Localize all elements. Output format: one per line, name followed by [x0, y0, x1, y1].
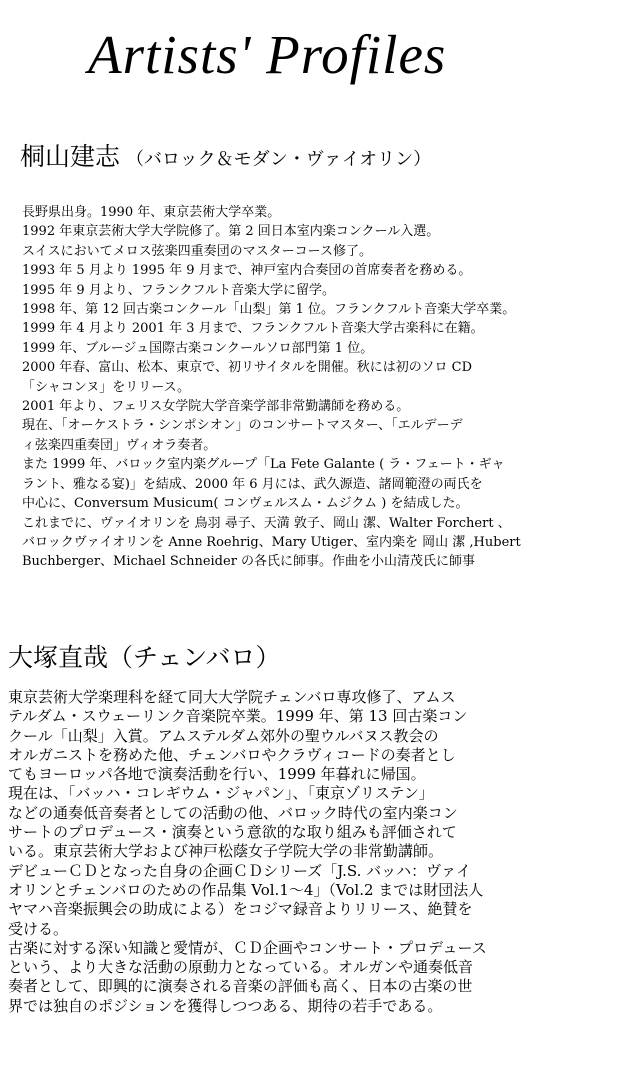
bio-line: Buchberger、Michael Schneider の各氏に師事。作曲を小山清茂氏に師事: [22, 554, 476, 570]
bio-line: クール「山梨」入賞。アムステルダム郊外の聖ウルバヌス教会の: [8, 726, 439, 745]
bio-line: オルガニストを務めた他、チェンバロやクラヴィコードの奏者とし: [8, 745, 456, 764]
bio-line: 2000 年春、富山、松本、東京で、初リサイタルを開催。秋には初のソロ CD: [22, 360, 473, 376]
bio-line: 長野県出身。1990 年、東京芸術大学卒業。: [22, 205, 281, 220]
bio-line: てもヨーロッパ各地で演奏活動を行い、1999 年暮れに帰国。: [8, 765, 426, 784]
bio-line: 1995 年 9 月より、フランクフルト音楽大学に留学。: [22, 282, 335, 298]
bio-line: 1998 年、第 12 回古楽コンクール「山梨」第 1 位。フランクフルト音楽大学卒業。: [22, 302, 516, 318]
page-title: Artists' Profiles: [88, 24, 447, 85]
artist1-role: （バロック＆モダン・ヴァイオリン）: [126, 149, 432, 170]
bio-line: 「シャコンヌ」をリリース。: [22, 379, 190, 395]
bio-line: 東京芸術大学楽理科を経て同大大学院チェンバロ専攻修了、アムス: [8, 688, 456, 706]
bio-line: ィ弦楽四重奏団」ヴィオラ奏者。: [22, 437, 217, 453]
artist1-heading: [20, 139, 431, 178]
bio-line: いる。東京芸術大学および神戸松蔭女子学院大学の非常勤講師。: [8, 842, 444, 861]
bio-line: 1999 年 4 月より 2001 年 3 月まで、フランクフルト音楽大学古楽科に在籍。: [22, 321, 484, 337]
artist2-bio: [8, 688, 638, 1016]
bio-line: 奏者として、即興的に演奏される音楽の評価も高く、日本の古楽の世: [8, 977, 473, 996]
bio-line: デビューＣＤとなった自身の企画ＣＤシリーズ「J.S. バッハ：ヴァイ: [8, 861, 471, 880]
artist2-heading: 大塚直哉（チェンバロ）: [8, 643, 281, 672]
bio-line: 2001 年より、フェリス女学院大学音楽学部非常勤講師を務める。: [22, 399, 410, 415]
bio-line: これまでに、ヴァイオリンを 鳥羽 尋子、天満 敦子、岡山 潔、Walter Forchert 、: [22, 515, 511, 531]
bio-line: 1999 年、ブルージュ国際古楽コンクールソロ部門第 1 位。: [22, 340, 374, 356]
bio-line: ラント、雅なる宴)」を結成、2000 年 6 月には、武久源造、諸岡範澄の両氏を: [22, 476, 483, 492]
bio-line: 1992 年東京芸術大学大学院修了。第 2 回日本室内楽コンクール入選。: [22, 224, 440, 240]
bio-line: 界では独自のポジションを獲得しつつある、期待の若手である。: [8, 996, 443, 1015]
bio-line: ヤマハ音楽振興会の助成による）をコジマ録音よりリリース、絶賛を: [8, 900, 473, 919]
bio-line: 1993 年 5 月より 1995 年 9 月まで、神戸室内合奏団の首席奏者を務める。: [22, 263, 472, 279]
artist1-bio: [22, 203, 634, 572]
bio-line: 現在は、「バッハ・コレギウム・ジャパン」、「東京ゾリステン」: [8, 784, 434, 803]
bio-line: オリンとチェンバロのための作品集 Vol.1～4」（Vol.2 までは財団法人: [8, 880, 484, 899]
bio-line: 中心に、Conversum Musicum( コンヴェルスム・ムジクム ) を結成した。: [22, 496, 469, 512]
bio-line: 受ける。: [8, 919, 69, 938]
bio-line: また 1999 年、バロック室内楽グループ「La Fete Galante ( ラ・フェート・ギャ: [22, 457, 505, 473]
bio-line: バロックヴァイオリンを Anne Roehrig、Mary Utiger、室内楽を 岡山 潔 ,Hubert: [22, 534, 521, 550]
bio-line: などの通奏低音奏者としての活動の他、バロック時代の室内楽コン: [8, 803, 458, 822]
bio-line: 現在、「オーケストラ・シンポシオン」のコンサートマスター、「エルデーデ: [22, 418, 463, 434]
bio-line: テルダム・スウェーリンク音楽院卒業。1999 年、第 13 回古楽コン: [8, 707, 468, 726]
artist1-name: 桐山建志: [20, 142, 121, 171]
bio-line: という、より大きな活動の原動力となっている。オルガンや通奏低音: [8, 958, 474, 977]
bio-line: サートのプロデュース・演奏という意欲的な取り組みも評価されて: [8, 823, 457, 842]
bio-line: 古楽に対する深い知識と愛情が、ＣＤ企画やコンサート・プロデュース: [8, 938, 487, 957]
bio-line: スイスにおいてメロス弦楽四重奏団のマスターコース修了。: [22, 243, 372, 259]
